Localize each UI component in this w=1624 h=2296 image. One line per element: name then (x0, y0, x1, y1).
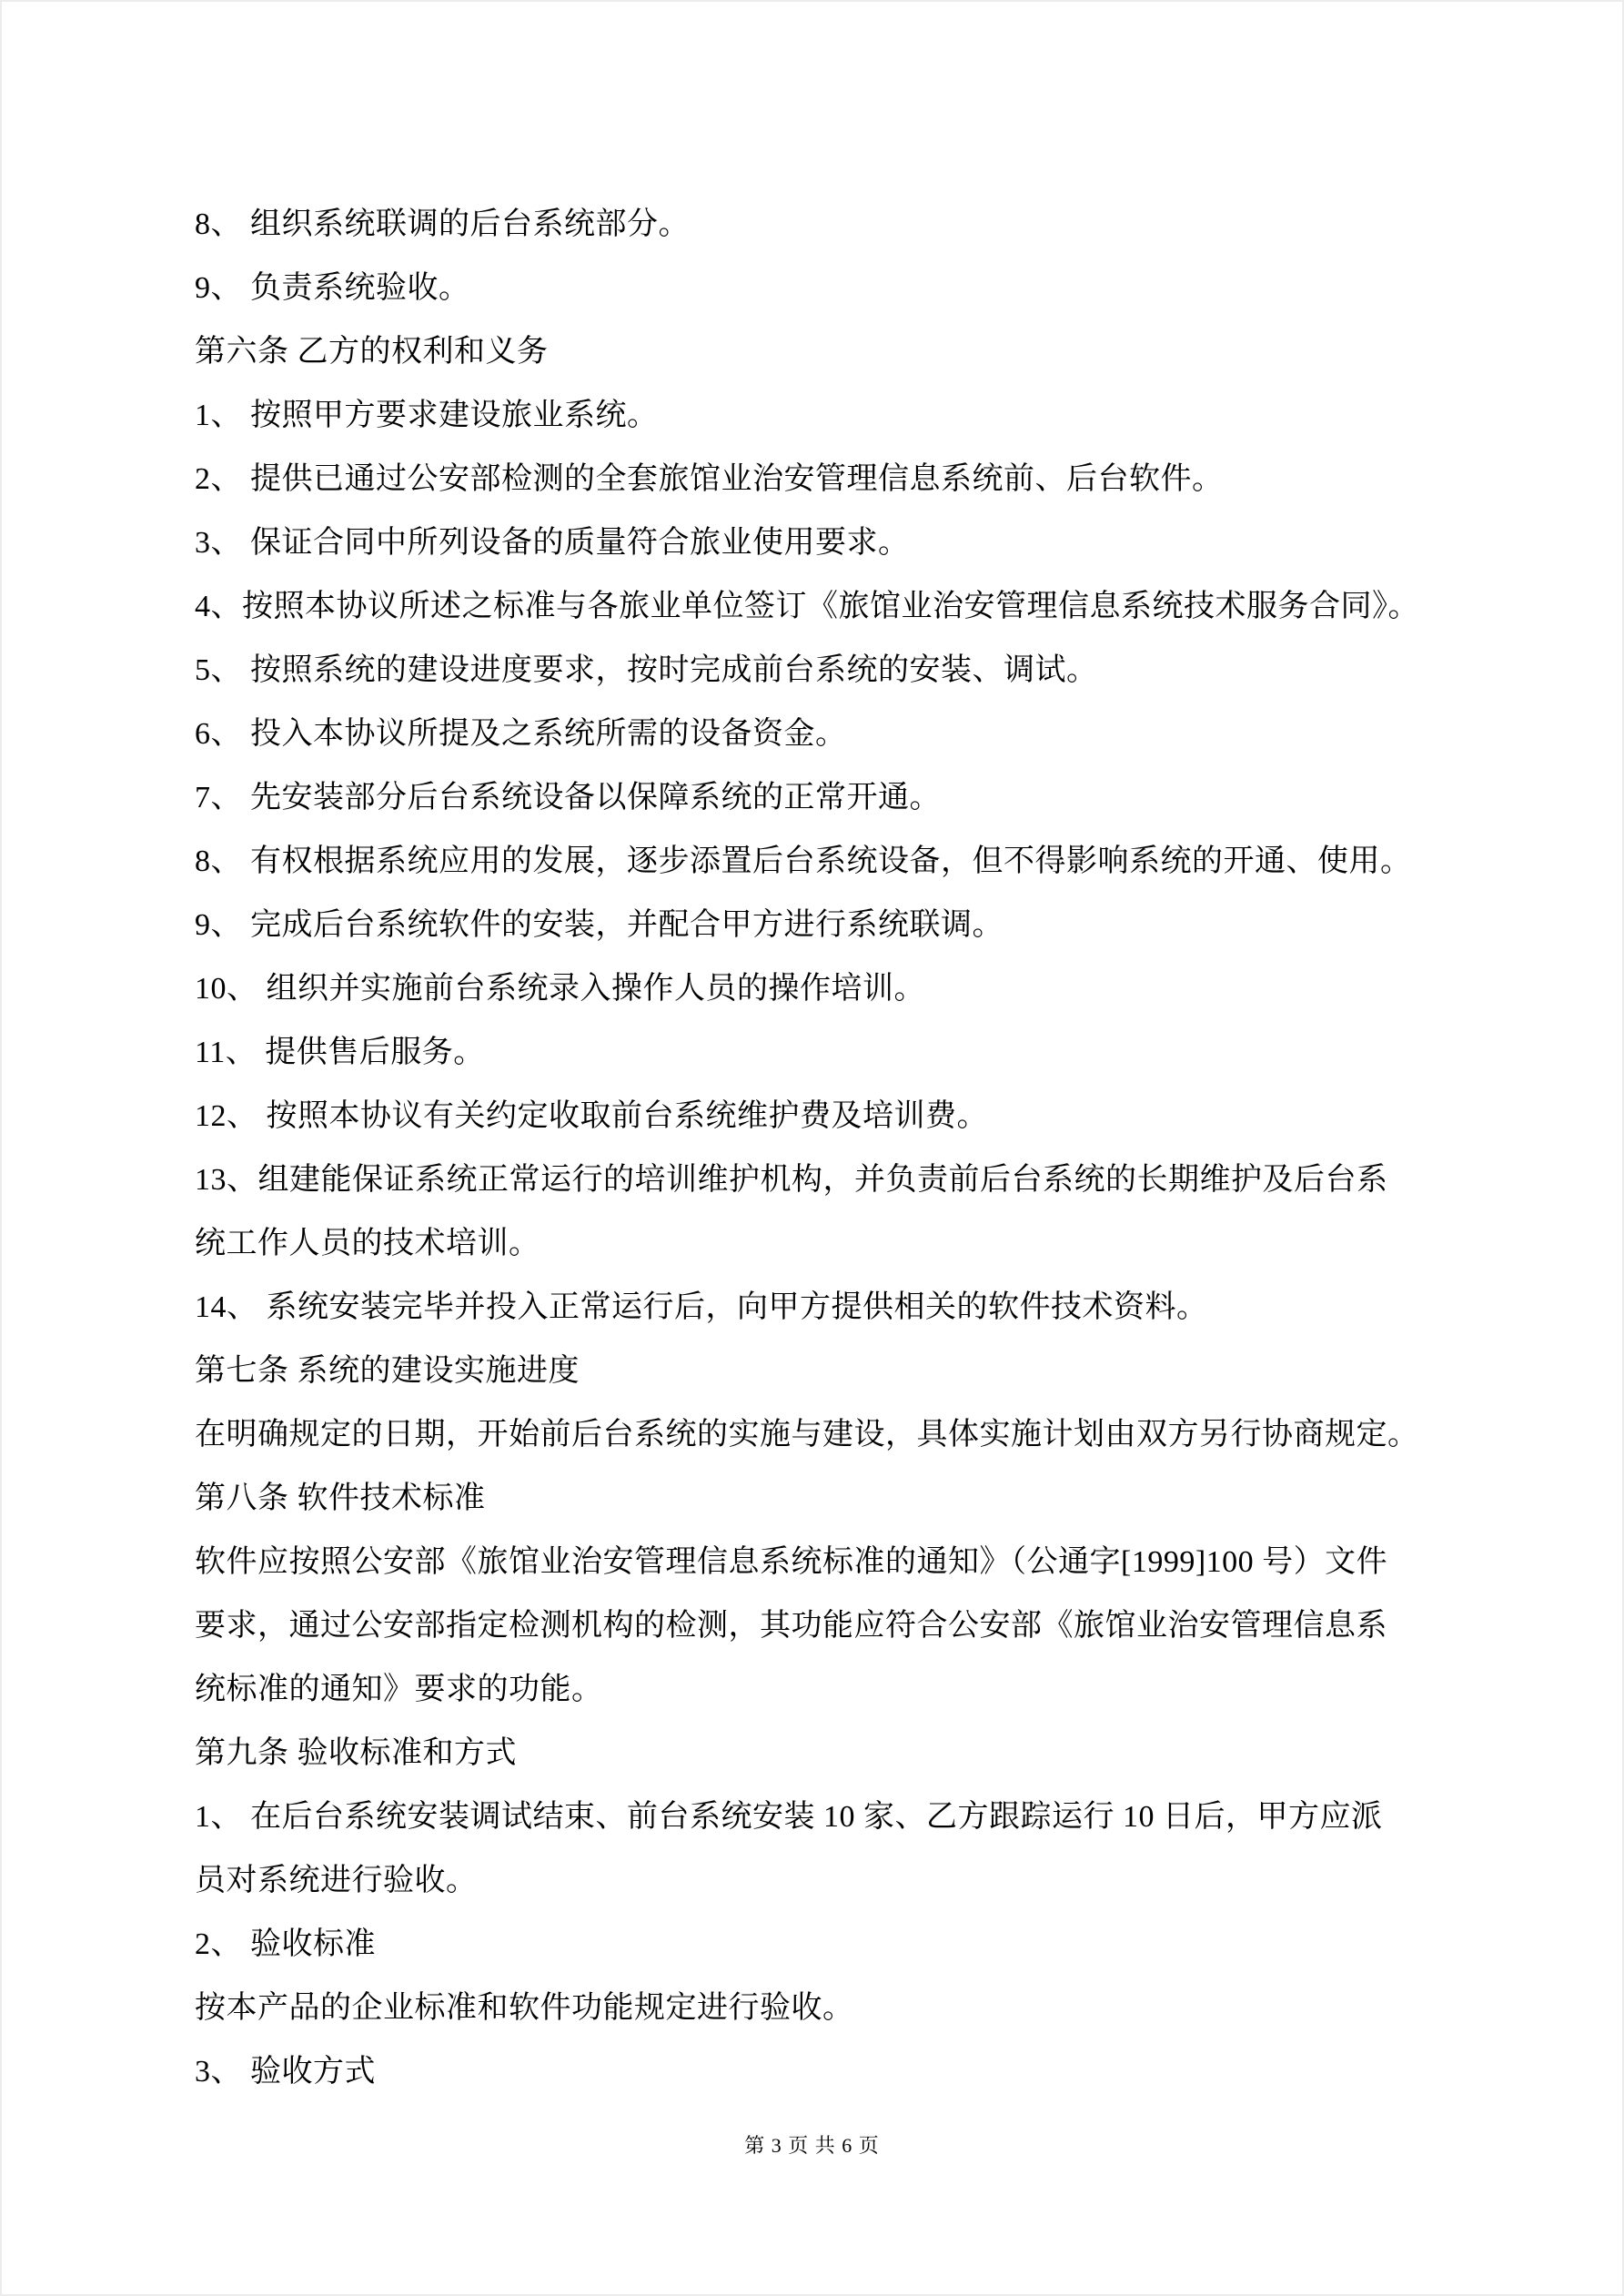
document-line: 14、 系统安装完毕并投入正常运行后，向甲方提供相关的软件技术资料。 (195, 1290, 1208, 1324)
document-line: 1、 按照甲方要求建设旅业系统。 (195, 399, 659, 432)
document-line: 9、 完成后台系统软件的安装，并配合甲方进行系统联调。 (195, 908, 1004, 942)
document-line: 8、 组织系统联调的后台系统部分。 (195, 207, 690, 241)
document-line: 6、 投入本协议所提及之系统所需的设备资金。 (195, 717, 847, 751)
document-line: 按本产品的企业标准和软件功能规定进行验收。 (195, 1991, 854, 2025)
document-line: 在明确规定的日期，开始前后台系统的实施与建设，具体实施计划由双方另行协商规定。 (195, 1418, 1419, 1451)
document-line: 3、 保证合同中所列设备的质量符合旅业使用要求。 (195, 526, 910, 560)
section-heading-article-8: 第八条 软件技术标准 (195, 1482, 486, 1515)
document-line: 要求，通过公安部指定检测机构的检测，其功能应符合公安部《旅馆业治安管理信息系 (195, 1609, 1387, 1643)
section-heading-article-6: 第六条 乙方的权利和义务 (195, 335, 549, 369)
document-line: 5、 按照系统的建设进度要求，按时完成前台系统的安装、调试。 (195, 653, 1098, 687)
section-heading-article-9: 第九条 验收标准和方式 (195, 1736, 517, 1770)
document-line: 13、组建能保证系统正常运行的培训维护机构，并负责前后台系统的长期维护及后台系 (195, 1163, 1388, 1197)
document-line: 7、 先安装部分后台系统设备以保障系统的正常开通。 (195, 781, 941, 814)
document-line: 1、 在后台系统安装调试结束、前台系统安装 10 家、乙方跟踪运行 10 日后，甲方应派 (195, 1800, 1383, 1834)
section-heading-article-7: 第七条 系统的建设实施进度 (195, 1354, 580, 1388)
document-line: 员对系统进行验收。 (195, 1864, 478, 1897)
document-line: 8、 有权根据系统应用的发展，逐步添置后台系统设备，但不得影响系统的开通、使用。 (195, 845, 1412, 878)
document-line: 软件应按照公安部《旅馆业治安管理信息系统标准的通知》（公通字[1999]100 号）文件 (195, 1545, 1388, 1579)
document-line: 10、 组织并实施前台系统录入操作人员的操作培训。 (195, 972, 925, 1006)
document-line: 4、按照本协议所述之标准与各旅业单位签订《旅馆业治安管理信息系统技术服务合同》。 (195, 590, 1419, 623)
document-line: 3、 验收方式 (195, 2055, 376, 2089)
document-line: 11、 提供售后服务。 (195, 1036, 485, 1069)
document-line: 2、 提供已通过公安部检测的全套旅馆业治安管理信息系统前、后台软件。 (195, 462, 1224, 496)
document-line: 统标准的通知》要求的功能。 (195, 1673, 603, 1706)
document-line: 12、 按照本协议有关约定收取前台系统维护费及培训费。 (195, 1099, 988, 1133)
page-number-footer: 第 3 页 共 6 页 (744, 2134, 880, 2157)
contract-body (195, 193, 1468, 2104)
document-line: 统工作人员的技术培训。 (195, 1227, 540, 1260)
document-line: 2、 验收标准 (195, 1927, 376, 1961)
document-line: 9、 负责系统验收。 (195, 271, 470, 305)
